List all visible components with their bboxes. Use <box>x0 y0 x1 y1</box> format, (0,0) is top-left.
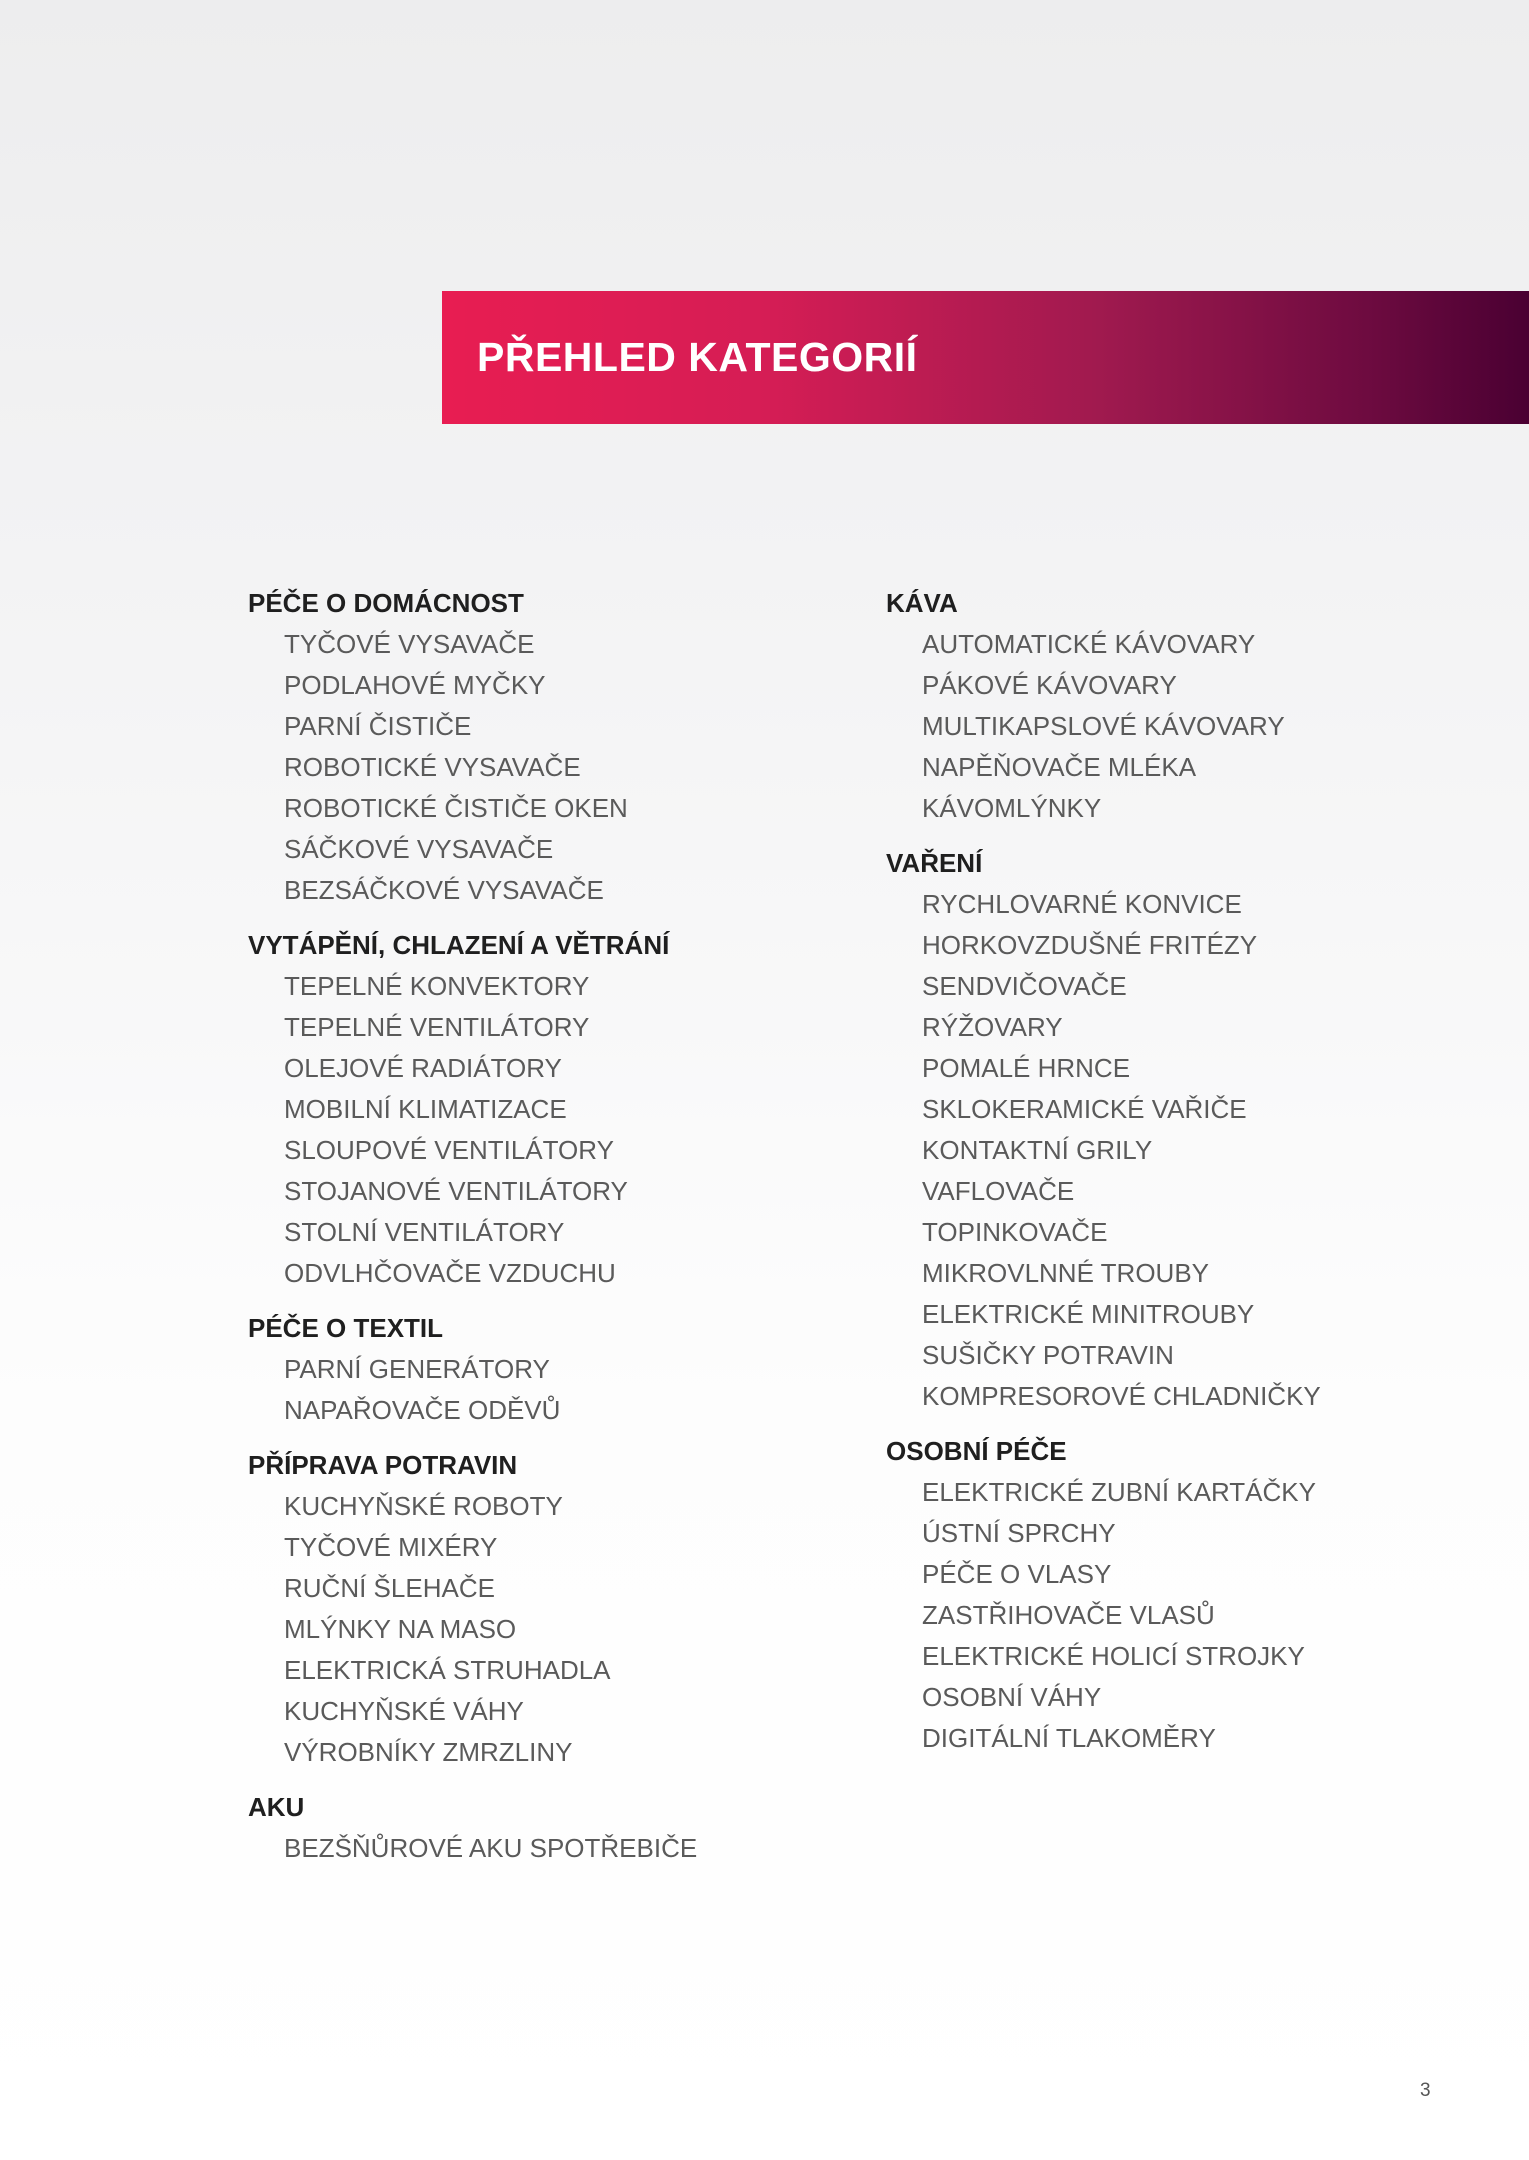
section-heading: OSOBNÍ PÉČE <box>886 1436 1067 1466</box>
category-item: ÚSTNÍ SPRCHY <box>922 1518 1116 1548</box>
category-item: STOJANOVÉ VENTILÁTORY <box>284 1176 628 1206</box>
category-item: POMALÉ HRNCE <box>922 1053 1131 1083</box>
title-banner <box>442 291 1529 424</box>
category-item: SUŠIČKY POTRAVIN <box>922 1340 1174 1370</box>
category-item: TEPELNÉ VENTILÁTORY <box>284 1012 590 1042</box>
category-item: MOBILNÍ KLIMATIZACE <box>284 1094 567 1124</box>
category-item: MLÝNKY NA MASO <box>284 1614 517 1644</box>
category-item: AUTOMATICKÉ KÁVOVARY <box>922 629 1256 659</box>
section-heading: PŘÍPRAVA POTRAVIN <box>248 1450 518 1480</box>
section-heading: PÉČE O TEXTIL <box>248 1313 444 1343</box>
category-item: BEZŠŇŮROVÉ AKU SPOTŘEBIČE <box>284 1833 698 1863</box>
category-section <box>886 583 1506 829</box>
category-item: RUČNÍ ŠLEHAČE <box>284 1573 495 1603</box>
category-item: MIKROVLNNÉ TROUBY <box>922 1258 1210 1288</box>
category-column-left <box>248 583 848 1869</box>
category-item: VAFLOVAČE <box>922 1176 1075 1206</box>
category-item: VÝROBNÍKY ZMRZLINY <box>284 1737 573 1767</box>
category-item: PÉČE O VLASY <box>922 1559 1112 1589</box>
category-item: NAPĚŇOVAČE MLÉKA <box>922 752 1197 782</box>
page-title: PŘEHLED KATEGORIÍ <box>477 334 918 380</box>
section-heading: VAŘENÍ <box>886 848 983 878</box>
category-item: PARNÍ ČISTIČE <box>284 711 472 741</box>
category-item: RÝŽOVARY <box>922 1012 1063 1042</box>
category-item: SKLOKERAMICKÉ VAŘIČE <box>922 1094 1247 1124</box>
category-item: STOLNÍ VENTILÁTORY <box>284 1217 565 1247</box>
category-section <box>248 1787 848 1869</box>
category-item: MULTIKAPSLOVÉ KÁVOVARY <box>922 711 1285 741</box>
category-item: ELEKTRICKÉ HOLICÍ STROJKY <box>922 1641 1305 1671</box>
category-section <box>248 925 848 1294</box>
category-section <box>248 1445 848 1773</box>
category-item: ODVLHČOVAČE VZDUCHU <box>284 1258 616 1288</box>
category-item: ROBOTICKÉ ČISTIČE OKEN <box>284 793 628 823</box>
category-item: SÁČKOVÉ VYSAVAČE <box>284 834 554 864</box>
category-item: TEPELNÉ KONVEKTORY <box>284 971 590 1001</box>
category-item: TOPINKOVAČE <box>922 1217 1108 1247</box>
category-item: PÁKOVÉ KÁVOVARY <box>922 670 1177 700</box>
section-heading: PÉČE O DOMÁCNOST <box>248 588 524 618</box>
category-item: ELEKTRICKÁ STRUHADLA <box>284 1655 611 1685</box>
page-number: 3 <box>1420 2080 1431 2101</box>
category-item: ELEKTRICKÉ MINITROUBY <box>922 1299 1255 1329</box>
category-item: HORKOVZDUŠNÉ FRITÉZY <box>922 930 1258 960</box>
category-section <box>886 843 1506 1417</box>
category-item: ROBOTICKÉ VYSAVAČE <box>284 752 581 782</box>
category-item: KUCHYŇSKÉ VÁHY <box>284 1696 524 1726</box>
category-item: ELEKTRICKÉ ZUBNÍ KARTÁČKY <box>922 1477 1316 1507</box>
section-heading: VYTÁPĚNÍ, CHLAZENÍ A VĚTRÁNÍ <box>248 930 670 960</box>
category-section <box>248 583 848 911</box>
category-item: TYČOVÉ VYSAVAČE <box>284 629 535 659</box>
category-column-right <box>886 583 1506 1759</box>
category-item: KONTAKTNÍ GRILY <box>922 1135 1153 1165</box>
category-item: SENDVIČOVAČE <box>922 971 1127 1001</box>
category-item: TYČOVÉ MIXÉRY <box>284 1532 498 1562</box>
category-item: PARNÍ GENERÁTORY <box>284 1354 550 1384</box>
category-item: KUCHYŇSKÉ ROBOTY <box>284 1491 563 1521</box>
section-heading: AKU <box>248 1792 305 1822</box>
category-item: KOMPRESOROVÉ CHLADNIČKY <box>922 1381 1321 1411</box>
category-item: OLEJOVÉ RADIÁTORY <box>284 1053 562 1083</box>
category-item: DIGITÁLNÍ TLAKOMĚRY <box>922 1723 1216 1753</box>
category-item: SLOUPOVÉ VENTILÁTORY <box>284 1135 614 1165</box>
category-item: KÁVOMLÝNKY <box>922 793 1102 823</box>
category-item: PODLAHOVÉ MYČKY <box>284 670 546 700</box>
category-section <box>886 1431 1506 1759</box>
category-item: OSOBNÍ VÁHY <box>922 1682 1102 1712</box>
category-section <box>248 1308 848 1431</box>
section-heading: KÁVA <box>886 588 958 618</box>
category-item: BEZSÁČKOVÉ VYSAVAČE <box>284 875 604 905</box>
category-item: NAPAŘOVAČE ODĚVŮ <box>284 1395 561 1425</box>
category-item: ZASTŘIHOVAČE VLASŮ <box>922 1600 1215 1630</box>
category-item: RYCHLOVARNÉ KONVICE <box>922 889 1242 919</box>
